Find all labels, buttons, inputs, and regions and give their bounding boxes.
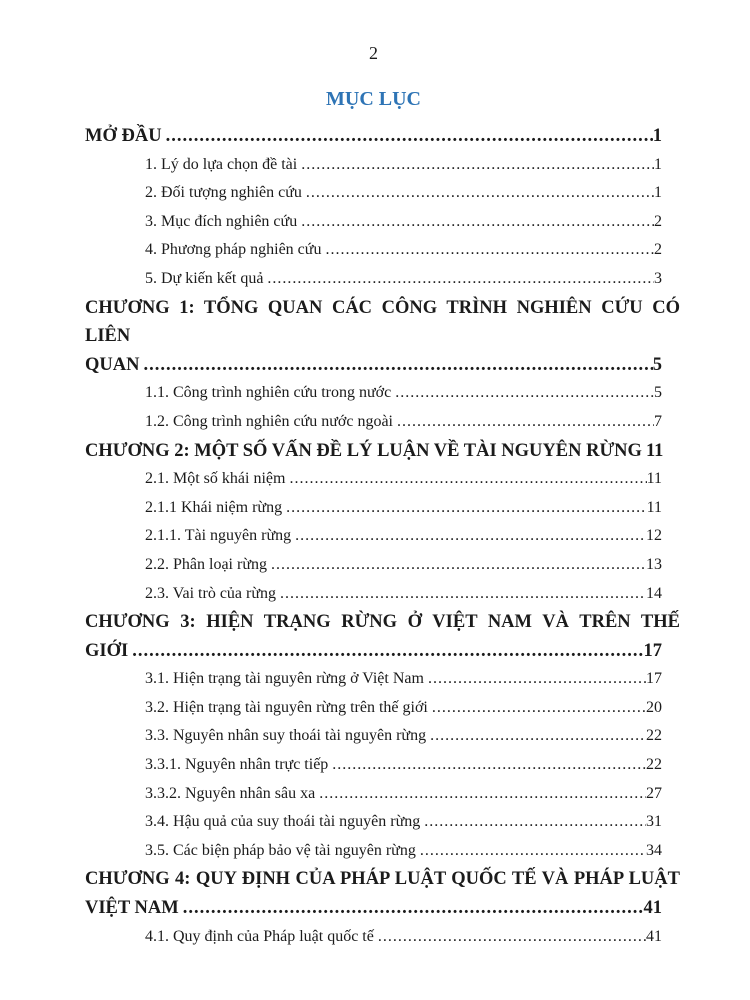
toc-page-number: 41 (646, 927, 662, 945)
toc-entry-text: 1.2. Công trình nghiên cứu nước ngoài (145, 412, 393, 430)
toc-page-number: 41 (643, 898, 662, 919)
page-title: MỤC LỤC (326, 88, 421, 110)
toc-page-number: 13 (646, 555, 662, 573)
toc-entry (85, 179, 662, 208)
toc-page-number: 11 (645, 440, 664, 461)
toc-entry-text: 3.3. Nguyên nhân suy thoái tài nguyên rừng (145, 727, 427, 745)
dot-leader (267, 551, 646, 580)
toc-entry-row (145, 722, 662, 751)
toc-entry-text-line: CHƯƠNG 4: QUY ĐỊNH CỦA PHÁP LUẬT QUỐC TẾ VÀ PHÁP LUẬT (85, 869, 680, 890)
toc-entry (85, 580, 662, 609)
toc-entry-row (145, 580, 662, 609)
toc-entry-row (85, 437, 662, 466)
toc-entry (85, 923, 662, 952)
dot-leader (426, 722, 646, 751)
toc-entry-text-line: CHƯƠNG 3: HIỆN TRẠNG RỪNG Ở VIỆT NAM VÀ TRÊN THẾ (85, 612, 680, 633)
dot-leader (162, 122, 653, 151)
toc-page-number: 3 (654, 269, 662, 287)
toc-entry-text: 1. Lý do lựa chọn đề tài (145, 155, 298, 173)
dot-leader (179, 894, 644, 923)
dot-leader (315, 780, 646, 809)
dot-leader (424, 665, 646, 694)
toc-entry-text: CHƯƠNG 2: MỘT SỐ VẤN ĐỀ LÝ LUẬN VỀ TÀI NGUYÊN RỪNG (85, 440, 642, 461)
dot-leader (321, 236, 654, 265)
toc-entry-text: 3.4. Hậu quả của suy thoái tài nguyên rừng (145, 813, 421, 831)
toc-page-number: 11 (646, 470, 662, 488)
toc-entry (85, 865, 680, 922)
dot-leader (297, 208, 654, 237)
dot-leader (291, 522, 646, 551)
dot-leader (391, 379, 654, 408)
toc-entry (85, 236, 662, 265)
toc-entry-text: 4.1. Quy định của Pháp luật quốc tế (145, 927, 374, 945)
toc-entry-row (145, 808, 662, 837)
toc-entry-row (85, 351, 662, 380)
toc-page-number: 1 (652, 126, 662, 146)
toc-entry-text: VIỆT NAM (85, 898, 179, 919)
toc-entry-row (145, 465, 662, 494)
toc-entry (85, 751, 662, 780)
toc-page-number: 34 (646, 841, 662, 859)
toc-page-number: 22 (646, 756, 662, 774)
toc-entry-row (85, 894, 662, 923)
toc-entry (85, 722, 662, 751)
toc-entry-row (145, 522, 662, 551)
toc-entry-row (145, 923, 662, 952)
dot-leader (285, 465, 646, 494)
toc-entry-text: 3.2. Hiện trạng tài nguyên rừng trên thế giới (145, 698, 428, 716)
toc-entry-text: QUAN (85, 354, 140, 375)
toc-entry-text: 3.1. Hiện trạng tài nguyên rừng ở Việt Nam (145, 670, 424, 688)
page-number: 2 (369, 43, 378, 63)
toc-page-number: 5 (652, 354, 662, 375)
toc-entry (85, 837, 662, 866)
toc-entry-text: 3.3.2. Nguyên nhân sâu xa (145, 784, 316, 802)
toc-list (85, 122, 680, 951)
toc-entry-text: 2.2. Phân loại rừng (145, 555, 267, 573)
toc-page-number: 12 (646, 527, 662, 545)
toc-entry-text-line: CHƯƠNG 1: TỔNG QUAN CÁC CÔNG TRÌNH NGHIÊN CỨU CÓ LIÊN (85, 297, 680, 347)
toc-page-number: 17 (643, 640, 662, 661)
toc-entry-text: 4. Phương pháp nghiên cứu (145, 241, 322, 259)
toc-entry-row (85, 637, 662, 666)
toc-entry (85, 522, 662, 551)
toc-entry (85, 665, 662, 694)
dot-leader (128, 637, 643, 666)
dot-leader (393, 408, 654, 437)
dot-leader (374, 923, 646, 952)
toc-entry-row (145, 551, 662, 580)
toc-entry-row (145, 208, 662, 237)
toc-entry-text: MỞ ĐẦU (85, 126, 162, 146)
dot-leader (428, 694, 646, 723)
toc-entry-row (145, 780, 662, 809)
dot-leader (416, 837, 646, 866)
toc-page-number: 2 (654, 241, 662, 259)
toc-page-number: 27 (646, 784, 662, 802)
dot-leader (420, 808, 646, 837)
dot-leader (302, 179, 654, 208)
dot-leader (276, 580, 646, 609)
toc-entry (85, 780, 662, 809)
toc-page-number: 5 (654, 384, 662, 402)
toc-entry (85, 808, 662, 837)
toc-page-number: 1 (654, 155, 662, 173)
toc-entry-row (145, 408, 662, 437)
toc-entry (85, 122, 662, 151)
toc-entry-row (145, 751, 662, 780)
toc-entry-text: 2.1.1. Tài nguyên rừng (145, 527, 292, 545)
toc-entry (85, 265, 662, 294)
toc-entry-text: 2.1. Một số khái niệm (145, 470, 286, 488)
toc-entry (85, 294, 680, 380)
toc-entry-row (145, 236, 662, 265)
dot-leader (263, 265, 654, 294)
toc-entry (85, 494, 662, 523)
toc-page-number: 20 (646, 698, 662, 716)
toc-entry (85, 608, 680, 665)
toc-entry-row (145, 265, 662, 294)
toc-page-number: 14 (646, 584, 662, 602)
toc-entry (85, 151, 662, 180)
toc-entry (85, 408, 662, 437)
toc-page-number: 1 (654, 184, 662, 202)
toc-page-number: 2 (654, 212, 662, 230)
toc-entry-row (145, 151, 662, 180)
toc-entry-row (145, 179, 662, 208)
toc-entry (85, 379, 662, 408)
toc-entry-row (145, 837, 662, 866)
dot-leader (328, 751, 646, 780)
toc-entry-row (145, 379, 662, 408)
toc-entry-text: GIỚI (85, 640, 129, 661)
dot-leader (139, 351, 652, 380)
toc-entry-text: 2.1.1 Khái niệm rừng (145, 498, 283, 516)
toc-page-number: 7 (654, 412, 662, 430)
toc-page-number: 17 (646, 670, 662, 688)
toc-entry-row (145, 665, 662, 694)
toc-entry (85, 551, 662, 580)
toc-page-number: 22 (646, 727, 662, 745)
toc-entry-row (85, 122, 662, 151)
toc-entry-row (145, 494, 662, 523)
toc-entry (85, 437, 662, 466)
toc-page-number: 31 (646, 813, 662, 831)
toc-entry-text: 1.1. Công trình nghiên cứu trong nước (145, 384, 392, 402)
dot-leader (297, 151, 654, 180)
dot-leader (282, 494, 647, 523)
toc-entry-text: 3. Mục đích nghiên cứu (145, 212, 298, 230)
toc-entry (85, 208, 662, 237)
toc-entry (85, 694, 662, 723)
toc-entry-row (145, 694, 662, 723)
toc-entry-text: 2.3. Vai trò của rừng (145, 584, 277, 602)
toc-entry-text: 2. Đối tượng nghiên cứu (145, 184, 302, 202)
toc-entry-text: 5. Dự kiến kết quả (145, 269, 264, 287)
toc-entry (85, 465, 662, 494)
toc-entry-text: 3.3.1. Nguyên nhân trực tiếp (145, 756, 329, 774)
toc-page-number: 11 (646, 498, 662, 516)
toc-entry-text: 3.5. Các biện pháp bảo vệ tài nguyên rừng (145, 841, 416, 859)
